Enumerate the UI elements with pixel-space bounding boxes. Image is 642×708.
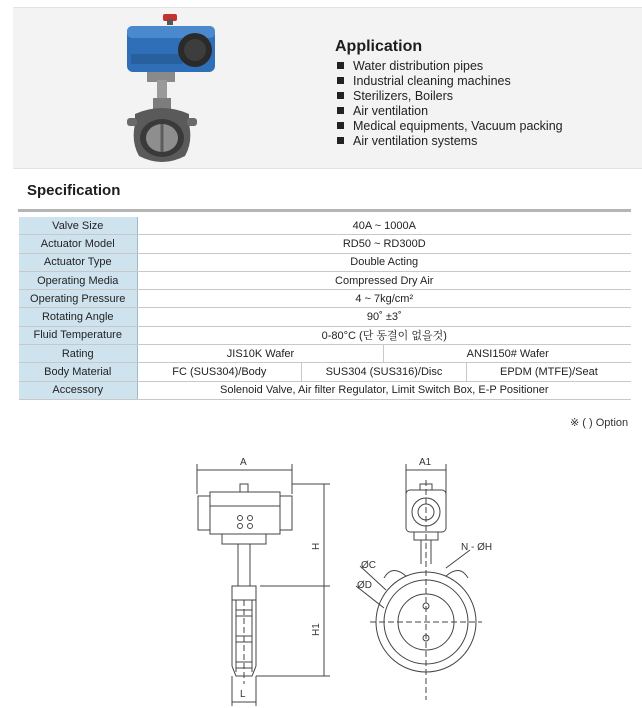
spec-label: Fluid Temperature [19, 326, 137, 344]
spec-value: JIS10K Wafer [137, 345, 384, 363]
spec-label: Rating [19, 345, 137, 363]
dimension-l-label: L [240, 689, 246, 700]
spec-label: Actuator Model [19, 235, 137, 253]
dimension-h-label: H [311, 542, 322, 550]
dimension-a1-label: A1 [419, 457, 432, 468]
list-item: Sterilizers, Boilers [337, 89, 563, 104]
spec-value: Double Acting [137, 253, 631, 271]
table-row [19, 253, 631, 271]
spec-value: RD50 ~ RD300D [137, 235, 631, 253]
list-item: Medical equipments, Vacuum packing [337, 119, 563, 134]
spec-label: Operating Pressure [19, 290, 137, 308]
spec-value: 40A ~ 1000A [137, 217, 631, 235]
square-bullet-icon [337, 62, 344, 69]
spec-label: Actuator Type [19, 253, 137, 271]
specification-table [19, 217, 631, 400]
list-item: Water distribution pipes [337, 59, 563, 74]
side-view [197, 464, 330, 706]
square-bullet-icon [337, 92, 344, 99]
spec-label: Valve Size [19, 217, 137, 235]
dimension-c-label: ØC [361, 560, 376, 571]
dimension-d-label: ØD [357, 580, 372, 591]
table-row [19, 271, 631, 289]
front-view [356, 464, 482, 700]
table-row [19, 363, 631, 381]
list-item: Air ventilation systems [337, 134, 563, 149]
spec-value: 4 ~ 7kg/cm² [137, 290, 631, 308]
spec-value: FC (SUS304)/Body [137, 363, 302, 381]
square-bullet-icon [337, 137, 344, 144]
list-item: Air ventilation [337, 104, 563, 119]
square-bullet-icon [337, 77, 344, 84]
specification-title: Specification [27, 182, 121, 199]
option-note: ※ ( ) Option [570, 417, 629, 429]
square-bullet-icon [337, 107, 344, 114]
spec-value: 0-80°C (단 동결이 없을것) [137, 326, 631, 344]
spec-value: Compressed Dry Air [137, 271, 631, 289]
spec-value: ANSI150# Wafer [384, 345, 631, 363]
spec-value: EPDM (MTFE)/Seat [466, 363, 631, 381]
spec-label: Operating Media [19, 271, 137, 289]
dimension-drawing [0, 440, 642, 708]
application-list [337, 59, 563, 149]
list-item: Industrial cleaning machines [337, 74, 563, 89]
table-row [19, 326, 631, 344]
application-panel [13, 7, 642, 169]
spec-value: 90˚ ±3˚ [137, 308, 631, 326]
dimension-a-label: A [240, 457, 247, 468]
spec-label: Body Material [19, 363, 137, 381]
application-title: Application [335, 38, 423, 55]
spec-value: Solenoid Valve, Air filter Regulator, Limit Switch Box, E-P Positioner [137, 381, 631, 399]
square-bullet-icon [337, 122, 344, 129]
table-row [19, 290, 631, 308]
dimension-h1-label: H1 [311, 623, 322, 636]
table-row [19, 217, 631, 235]
dimension-nh-label: N - ØH [461, 542, 493, 553]
spec-value: SUS304 (SUS316)/Disc [302, 363, 467, 381]
table-row [19, 345, 631, 363]
spec-label: Rotating Angle [19, 308, 137, 326]
table-row [19, 235, 631, 253]
butterfly-valve-photo [113, 14, 233, 169]
table-row [19, 308, 631, 326]
spec-label: Accessory [19, 381, 137, 399]
specification-divider [18, 209, 631, 212]
table-row [19, 381, 631, 399]
